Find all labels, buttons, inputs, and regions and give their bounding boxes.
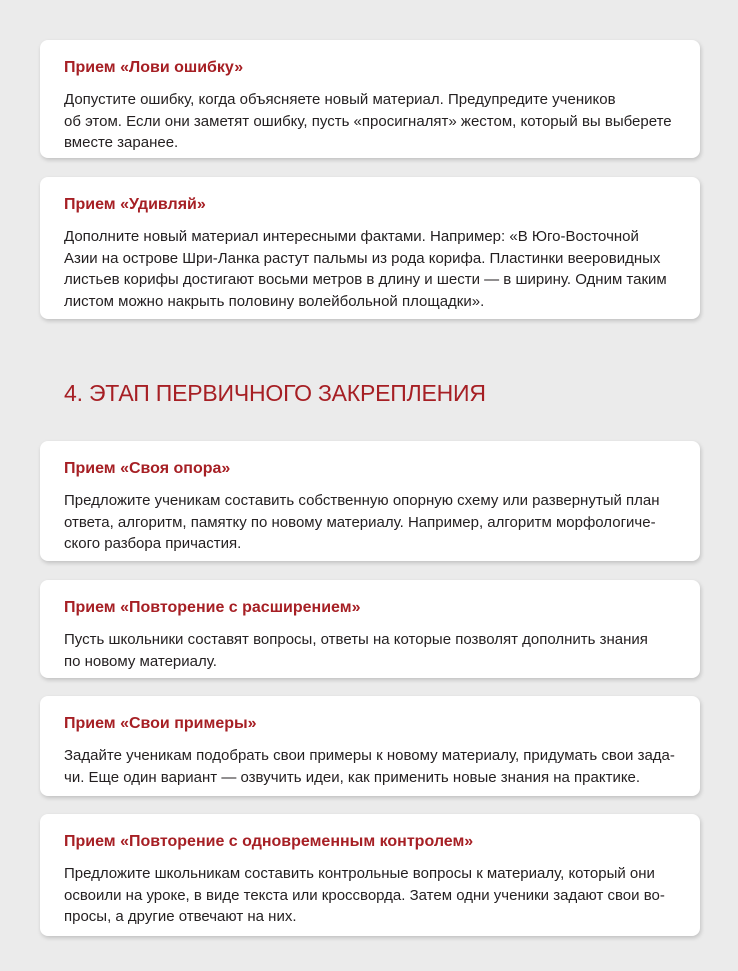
- card-title: Прием «Повторение с расширением»: [64, 599, 361, 616]
- body-line: по новому материалу.: [64, 652, 217, 670]
- body-line: Пусть школьники составят вопросы, ответы на которые позволят дополнить знания: [64, 631, 648, 648]
- card-title: Прием «Повторение с одновременным контролем»: [64, 833, 474, 850]
- body-line: Задайте ученикам подобрать свои примеры к новому материалу, придумать свои зада-: [64, 747, 675, 764]
- card-title: Прием «Своя опора»: [64, 460, 231, 477]
- body-line: вместе заранее.: [64, 134, 179, 151]
- card-body: [64, 490, 678, 555]
- body-line: ответа, алгоритм, памятку по новому материалу. Например, алгоритм морфологиче-: [64, 513, 656, 531]
- card-body: [64, 863, 678, 928]
- body-line: об этом. Если они заметят ошибку, пусть «просигналят» жестом, который вы выберете: [64, 112, 672, 130]
- technique-card-own-examples: [40, 696, 700, 796]
- body-line: Предложите ученикам составить собственную опорную схему или развернутый план: [64, 492, 660, 509]
- body-line: Дополните новый материал интересными фактами. Например: «В Юго-Восточной: [64, 228, 639, 245]
- card-body: [64, 629, 678, 672]
- card-title: Прием «Удивляй»: [64, 196, 206, 213]
- body-line: ского разбора причастия.: [64, 535, 242, 552]
- body-line: Предложите школьникам составить контрольные вопросы к материалу, который они: [64, 865, 655, 882]
- section-heading: 4. ЭТАП ПЕРВИЧНОГО ЗАКРЕПЛЕНИЯ: [64, 380, 486, 406]
- technique-card-own-support: [40, 441, 700, 561]
- technique-card-repeat-extend: [40, 580, 700, 678]
- card-title: Прием «Свои примеры»: [64, 715, 257, 732]
- card-body: [64, 89, 678, 154]
- body-line: Допустите ошибку, когда объясняете новый материал. Предупредите учеников: [64, 91, 616, 108]
- card-body: [64, 226, 678, 312]
- technique-card-repeat-control: [40, 814, 700, 936]
- body-line: чи. Еще один вариант — озвучить идеи, как применить новые знания на практике.: [64, 768, 641, 786]
- card-title: Прием «Лови ошибку»: [64, 59, 244, 76]
- body-line: листьев корифы достигают восьми метров в длину и шести — в ширину. Одним таким: [64, 271, 667, 288]
- body-line: освоили на уроке, в виде текста или кроссворда. Затем одни ученики задают свои во-: [64, 886, 665, 904]
- technique-card-surprise: [40, 177, 700, 319]
- body-line: листом можно накрыть половину волейбольной площадки».: [64, 292, 485, 310]
- body-line: просы, а другие отвечают на них.: [64, 908, 297, 925]
- technique-card-catch-mistake: [40, 40, 700, 158]
- body-line: Азии на острове Шри-Ланка растут пальмы из рода корифа. Пластинки вееровидных: [64, 249, 661, 267]
- card-body: [64, 745, 678, 788]
